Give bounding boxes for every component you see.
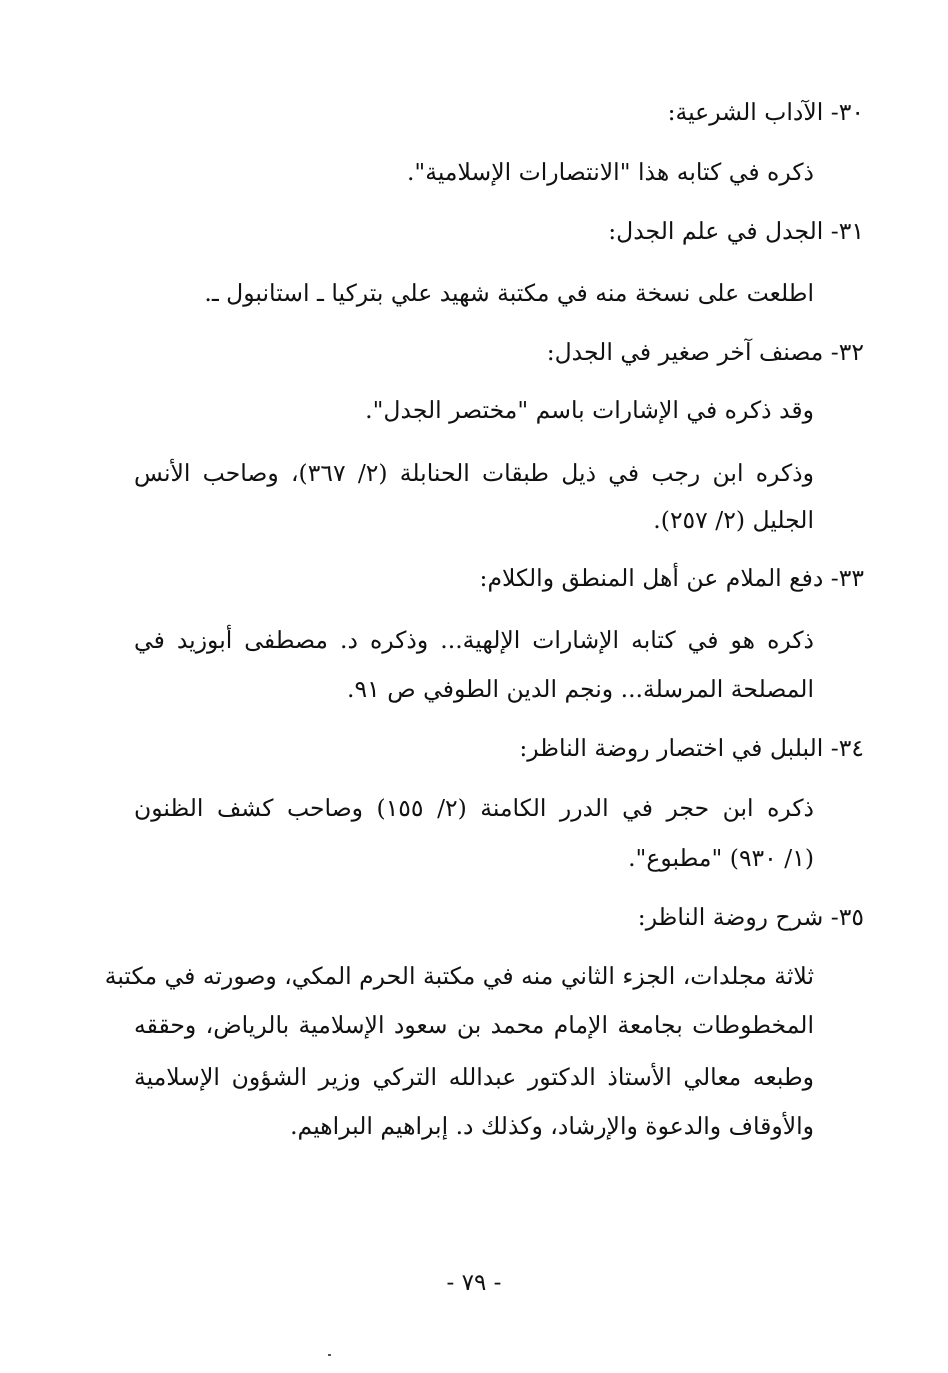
- entry-text-line: ثلاثة مجلدات، الجزء الثاني منه في مكتبة الحرم المكي، وصورته في مكتبة: [104, 962, 814, 990]
- entry-text-line: الجليل (٢/ ٢٥٧).: [653, 506, 814, 534]
- entry-text-line: (١/ ٩٣٠) "مطبوع".: [628, 844, 814, 872]
- entry-text-line: ذكره ابن حجر في الدرر الكامنة (٢/ ١٥٥) وصاحب كشف الظنون: [134, 794, 815, 822]
- entry-text-line: وطبعه معالي الأستاذ الدكتور عبدالله التركي وزير الشؤون الإسلامية: [134, 1063, 814, 1091]
- entry-text-line: ذكره هو في كتابه الإشارات الإلهية... وذكره د. مصطفى أبوزيد في: [134, 626, 814, 654]
- entry-heading: ٣٣- دفع الملام عن أهل المنطق والكلام:: [479, 564, 864, 592]
- entry-text-line: المصلحة المرسلة... ونجم الدين الطوفي ص ٩١.: [347, 675, 814, 703]
- entry-heading: ٣٥- شرح روضة الناظر:: [637, 903, 864, 931]
- entry-heading: ٣٢- مصنف آخر صغير في الجدل:: [546, 338, 864, 366]
- entry-text-line: وذكره ابن رجب في ذيل طبقات الحنابلة (٢/ ٣٦٧)، وصاحب الأنس: [134, 459, 814, 487]
- entry-heading: ٣٠- الآداب الشرعية:: [667, 98, 864, 126]
- entry-heading: ٣١- الجدل في علم الجدل:: [608, 217, 864, 245]
- entry-text-line: والأوقاف والدعوة والإرشاد، وكذلك د. إبراهيم البراهيم.: [290, 1112, 814, 1140]
- page-number: - ٧٩ -: [446, 1270, 502, 1296]
- entry-heading: ٣٤- البلبل في اختصار روضة الناظر:: [519, 734, 864, 762]
- entry-text-line: اطلعت على نسخة منه في مكتبة شهيد علي بتركيا ـ استانبول ـ.: [204, 279, 814, 307]
- entry-text-line: المخطوطات بجامعة الإمام محمد بن سعود الإسلامية بالرياض، وحققه: [134, 1011, 814, 1039]
- entry-text-line: وقد ذكره في الإشارات باسم "مختصر الجدل".: [365, 396, 814, 424]
- scan-speck: [328, 1354, 331, 1356]
- entry-text-line: ذكره في كتابه هذا "الانتصارات الإسلامية".: [406, 158, 814, 186]
